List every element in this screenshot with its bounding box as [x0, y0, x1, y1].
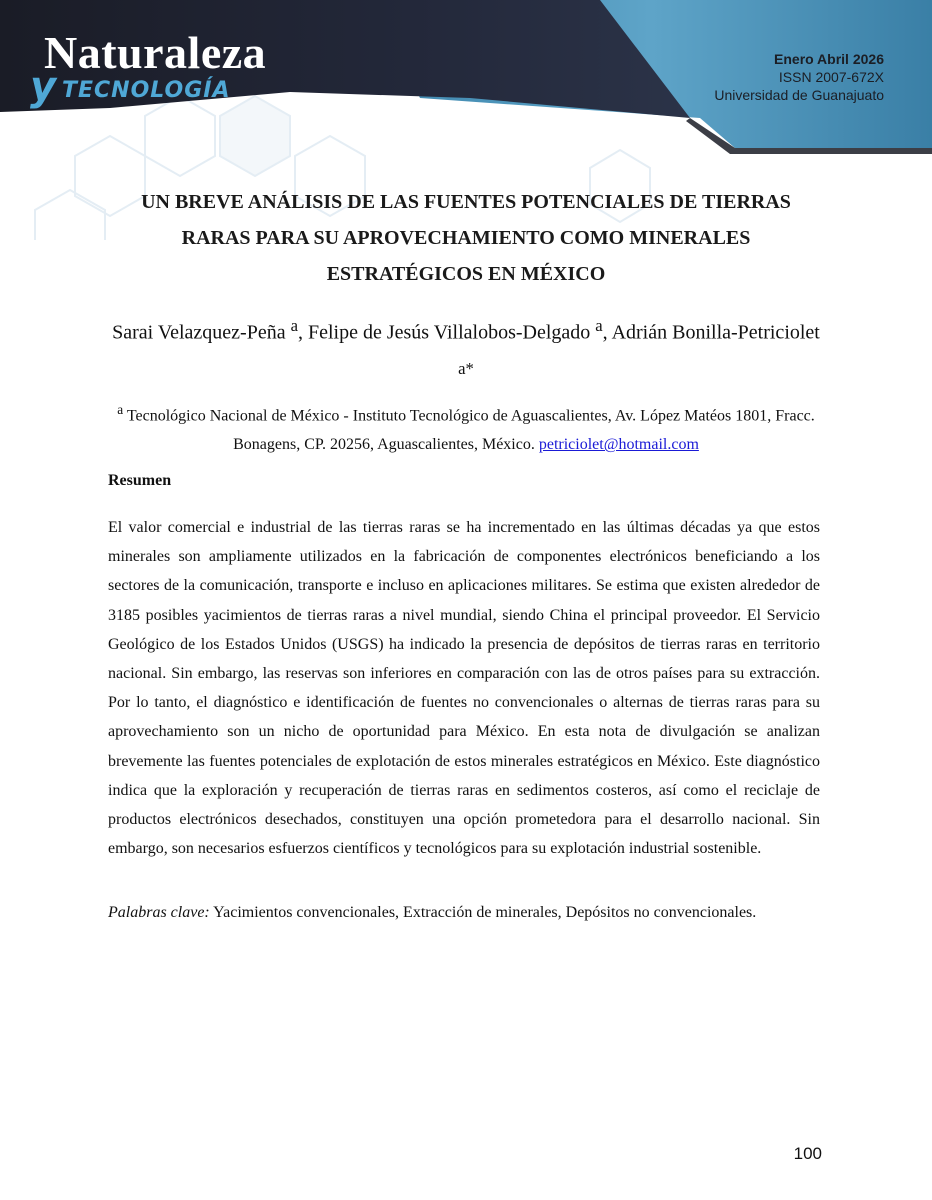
journal-info — [714, 50, 884, 104]
author-separator: , — [297, 321, 308, 344]
author: Felipe de Jesús Villalobos-Delgado — [307, 321, 591, 344]
paper-title: UN BREVE ANÁLISIS DE LAS FUENTES POTENCIALES DE TIERRAS RARAS PARA SU APROVECHAMIENTO COMO MINERALES ESTRATÉGICOS EN MÉXICO — [141, 191, 791, 285]
keywords-label: Palabras clave: — [108, 904, 210, 921]
keywords — [108, 901, 820, 925]
university: Universidad de Guanajuato — [714, 87, 884, 103]
issue-date: Enero Abril 2026 — [774, 51, 884, 67]
journal-logo-title: Naturaleza — [44, 27, 267, 78]
journal-logo-y: y — [30, 64, 57, 110]
journal-logo-subtitle: TECNOLOGÍA — [62, 78, 231, 103]
author-list — [110, 308, 822, 393]
page-number: 100 — [793, 1144, 822, 1163]
author-affiliation-mark: a — [290, 316, 298, 335]
author: Adrián Bonilla-Petriciolet — [611, 321, 820, 344]
abstract-text: El valor comercial e industrial de las tierras raras se ha incrementado en las últimas décadas ya que estos minerales son ampliamente utilizados en la fabricación de componentes electrónicos beneficiando a los sectores de la comunicación, transporte e incluso en aplicaciones militares. Se estima que existen alrededor de 3185 posibles yacimientos de tierras raras a nivel mundial, siendo China el principal proveedor. El Servicio Geológico de los Estados Unidos (USGS) ha indicado la presencia de depósitos de tierras raras en territorio nacional. Sin embargo, las reservas son inferiores en comparación con las de otros países para su extracción. Por lo tanto, el diagnóstico e identificación de fuentes no convencionales o alternas de tierras raras para su aprovechamiento son un nicho de oportunidad para México. En esta nota de divulgación se analizan brevemente las fuentes potenciales de explotación de estos minerales estratégicos en México. Este diagnóstico indica que la exploración y recuperación de tierras raras en sedimentos costeros, así como el reciclaje de productos electrónicos desechados, constituyen una opción prometedora para el desarrollo nacional. Sin embargo, son necesarios esfuerzos científicos y tecnológicos para su explotación industrial sostenible. — [108, 519, 820, 858]
affiliation-text: Tecnológico Nacional de México - Instituto Tecnológico de Aguascalientes, Av. López Matéos 1801, Fracc. Bonagens, CP. 20256, Aguascalientes, México. — [126, 407, 815, 454]
email-link[interactable]: petriciolet@hotmail.com — [538, 436, 699, 454]
author-affiliation-mark: a — [595, 316, 603, 335]
affiliation-mark: a — [117, 402, 124, 417]
abstract-heading: Resumen — [108, 472, 172, 489]
issn: ISSN 2007-672X — [778, 69, 884, 85]
author: Sarai Velazquez-Peña — [112, 321, 286, 344]
affiliation — [110, 395, 822, 459]
author-separator: , — [602, 321, 612, 344]
keywords-text: Yacimientos convencionales, Extracción de minerales, Depósitos no convencionales. — [213, 904, 757, 921]
author-affiliation-mark: a* — [458, 358, 474, 378]
